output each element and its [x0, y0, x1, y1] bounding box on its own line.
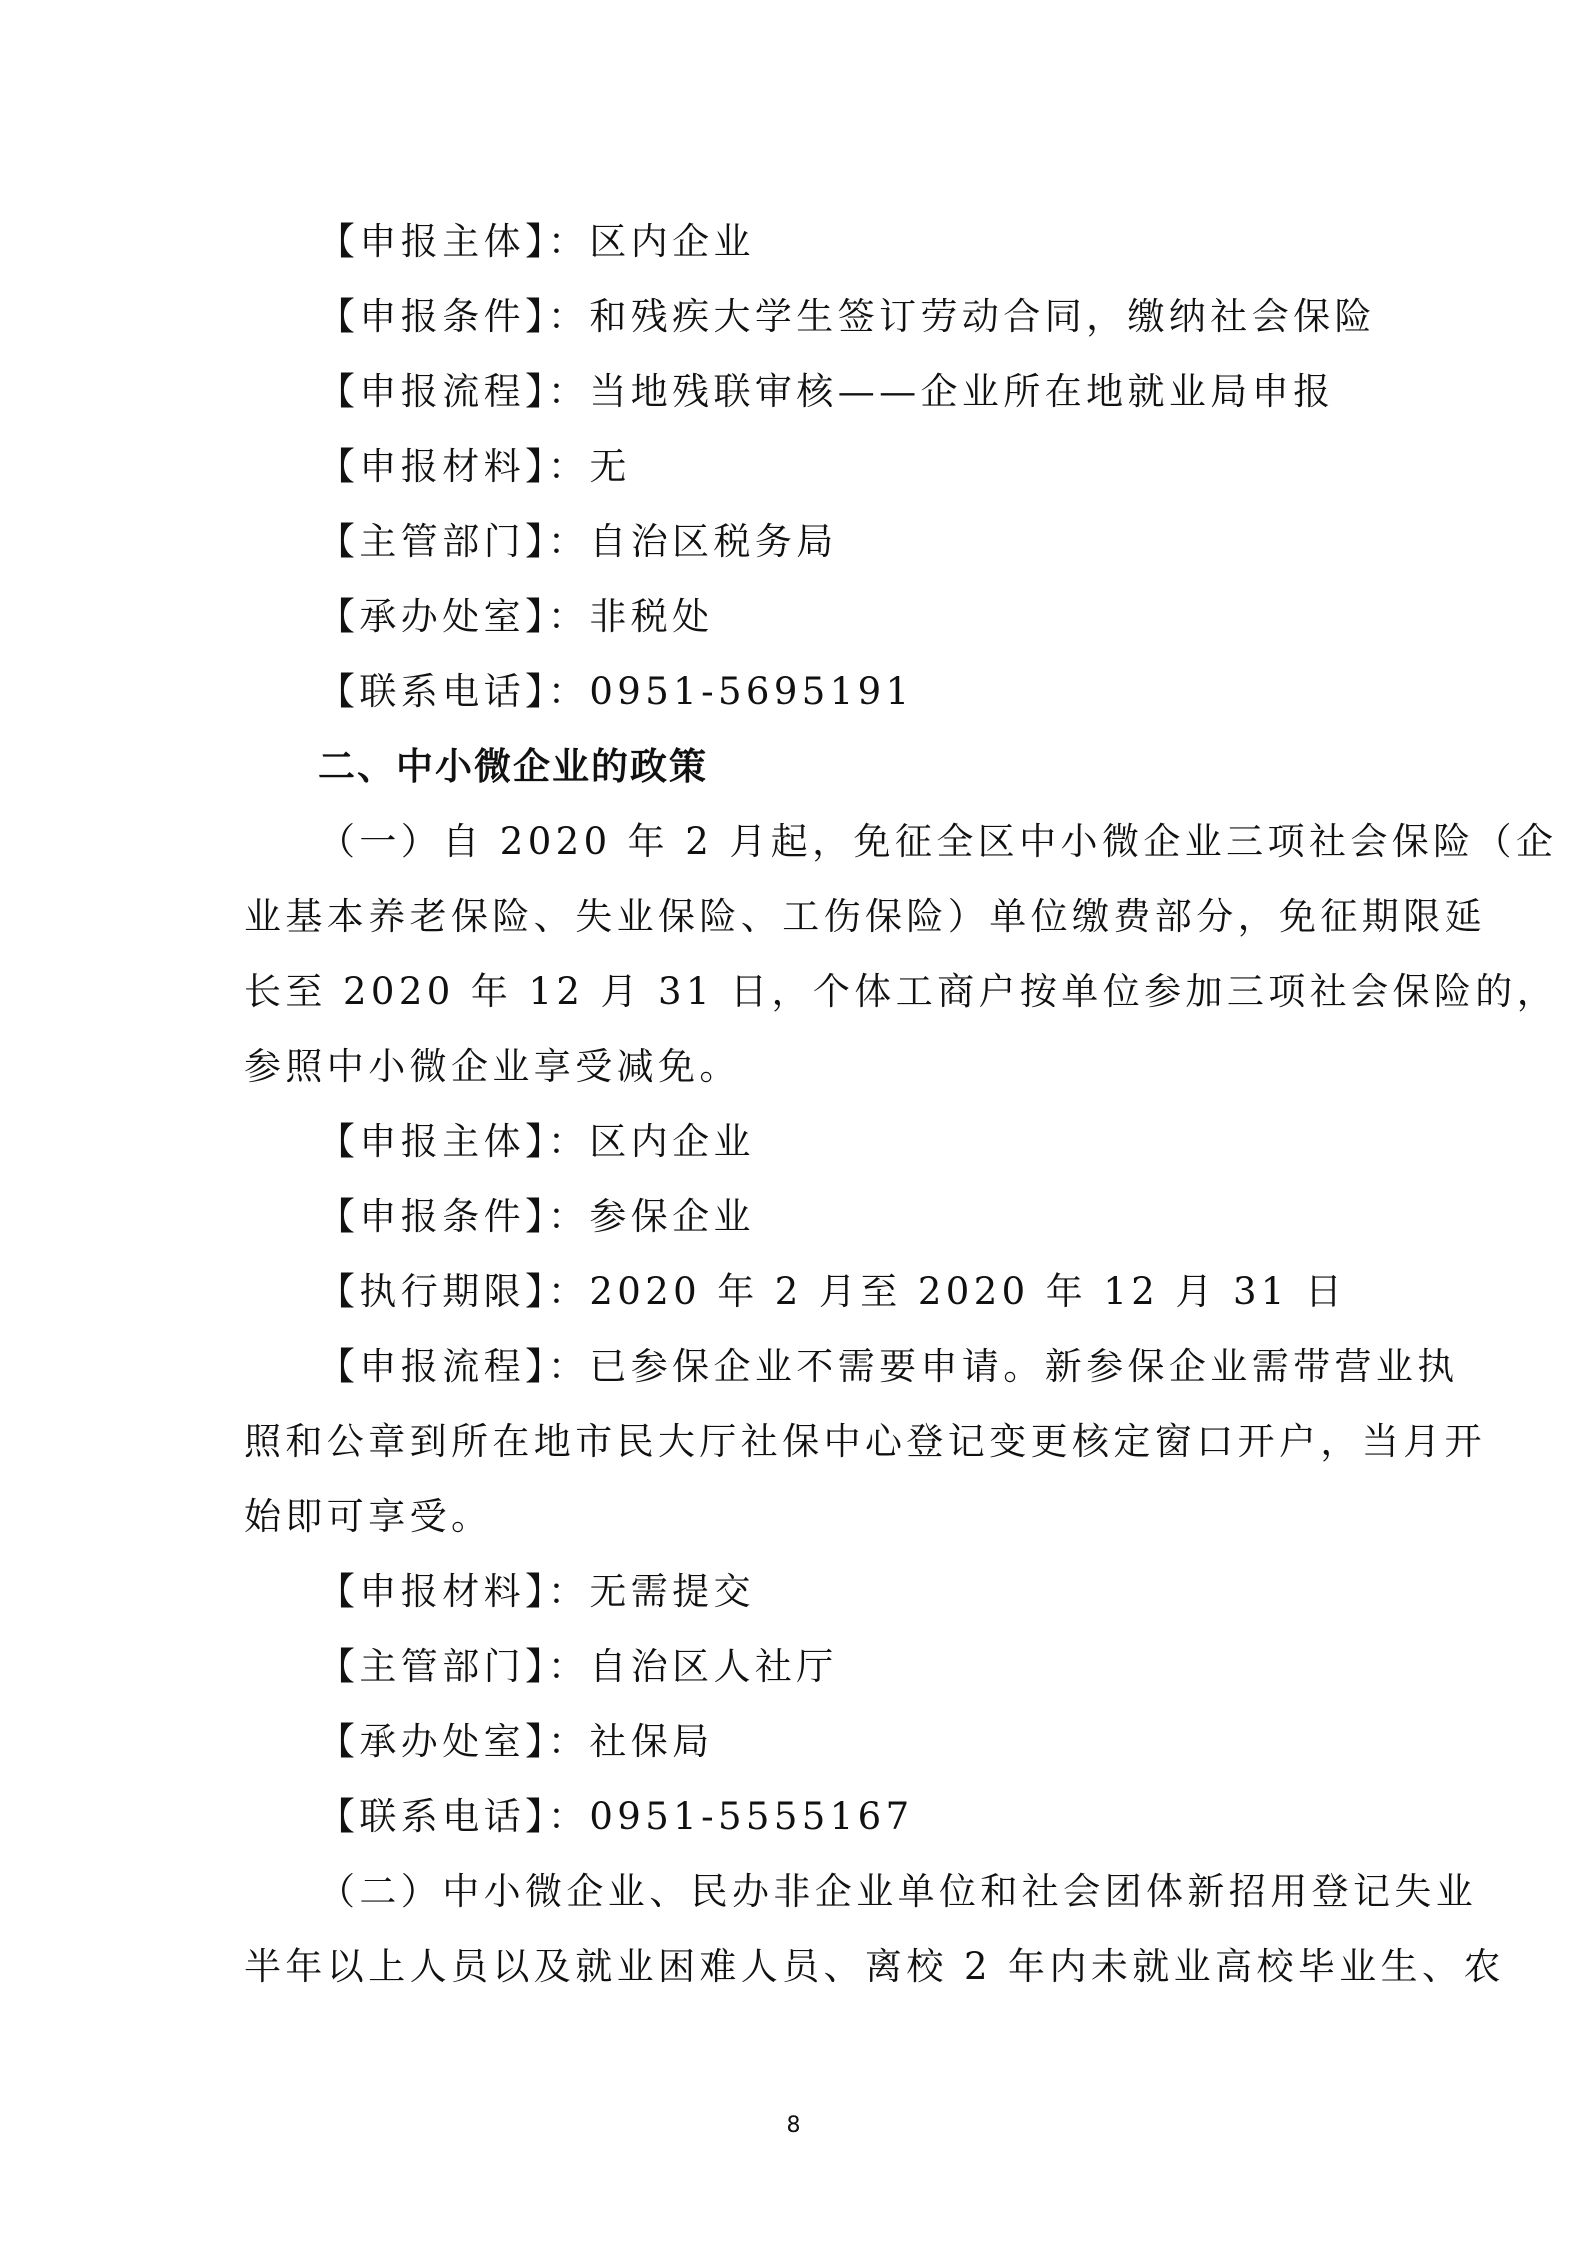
field-applicant: [318, 218, 755, 266]
paragraph-line: 参照中小微企业享受减免。: [244, 1045, 741, 1088]
field-materials: [318, 1568, 755, 1616]
field-value: 无需提交: [589, 1570, 755, 1613]
field-value: 和残疾大学生签订劳动合同，缴纳社会保险: [589, 295, 1376, 338]
field-label: 【申报主体】：: [318, 1120, 590, 1163]
field-value: 0951-5555167: [589, 1795, 914, 1838]
section-heading: 二、中小微企业的政策: [318, 745, 708, 788]
paragraph-line: 半年以上人员以及就业困难人员、离校 2 年内未就业高校毕业生、农: [244, 1945, 1505, 1988]
field-label: 【申报条件】：: [318, 1195, 590, 1238]
field-label: 【主管部门】：: [318, 1645, 590, 1688]
field-label: 【申报材料】：: [318, 1570, 590, 1613]
field-value: 0951-5695191: [589, 670, 914, 713]
field-value: 区内企业: [589, 1120, 755, 1163]
field-office: [318, 1718, 714, 1766]
field-value: 自治区人社厅: [589, 1645, 838, 1688]
field-phone: [318, 1793, 914, 1841]
field-value: 参保企业: [589, 1195, 755, 1238]
field-value: 无: [589, 445, 631, 488]
paragraph-line: 照和公章到所在地市民大厅社保中心登记变更核定窗口开户，当月开: [244, 1420, 1486, 1463]
field-label: 【联系电话】：: [318, 1795, 590, 1838]
paragraph-line: 始即可享受。: [244, 1495, 493, 1538]
field-materials: [318, 443, 631, 491]
field-label: 【承办处室】：: [318, 595, 590, 638]
field-department: [318, 518, 838, 566]
paragraph-line: （二）中小微企业、民办非企业单位和社会团体新招用登记失业: [318, 1870, 1478, 1913]
field-label: 【主管部门】：: [318, 520, 590, 563]
field-value: 当地残联审核——企业所在地就业局申报: [589, 370, 1335, 413]
field-label: 【申报材料】：: [318, 445, 590, 488]
field-value: 非税处: [589, 595, 714, 638]
field-office: [318, 593, 714, 641]
field-process: [318, 1343, 1459, 1391]
field-applicant: [318, 1118, 755, 1166]
field-value: 社保局: [589, 1720, 714, 1763]
field-label: 【申报主体】：: [318, 220, 590, 263]
paragraph-line: （一）自 2020 年 2 月起，免征全区中小微企业三项社会保险（企: [318, 820, 1558, 863]
field-label: 【申报流程】：: [318, 370, 590, 413]
paragraph-line: 业基本养老保险、失业保险、工伤保险）单位缴费部分，免征期限延: [244, 895, 1486, 938]
field-conditions: [318, 1193, 755, 1241]
field-label: 【联系电话】：: [318, 670, 590, 713]
field-value: 已参保企业不需要申请。新参保企业需带营业执: [589, 1345, 1459, 1388]
field-phone: [318, 668, 914, 716]
paragraph-line: 长至 2020 年 12 月 31 日，个体工商户按单位参加三项社会保险的，: [244, 970, 1559, 1013]
page-number: 8: [786, 2113, 801, 2138]
field-label: 【承办处室】：: [318, 1720, 590, 1763]
field-value: 区内企业: [589, 220, 755, 263]
field-label: 【执行期限】：: [318, 1270, 590, 1313]
field-value: 自治区税务局: [589, 520, 838, 563]
field-value: 2020 年 2 月至 2020 年 12 月 31 日: [589, 1270, 1347, 1313]
field-department: [318, 1643, 838, 1691]
field-label: 【申报流程】：: [318, 1345, 590, 1388]
field-process: [318, 368, 1335, 416]
field-conditions: [318, 293, 1376, 341]
field-label: 【申报条件】：: [318, 295, 590, 338]
field-period: [318, 1268, 1346, 1316]
